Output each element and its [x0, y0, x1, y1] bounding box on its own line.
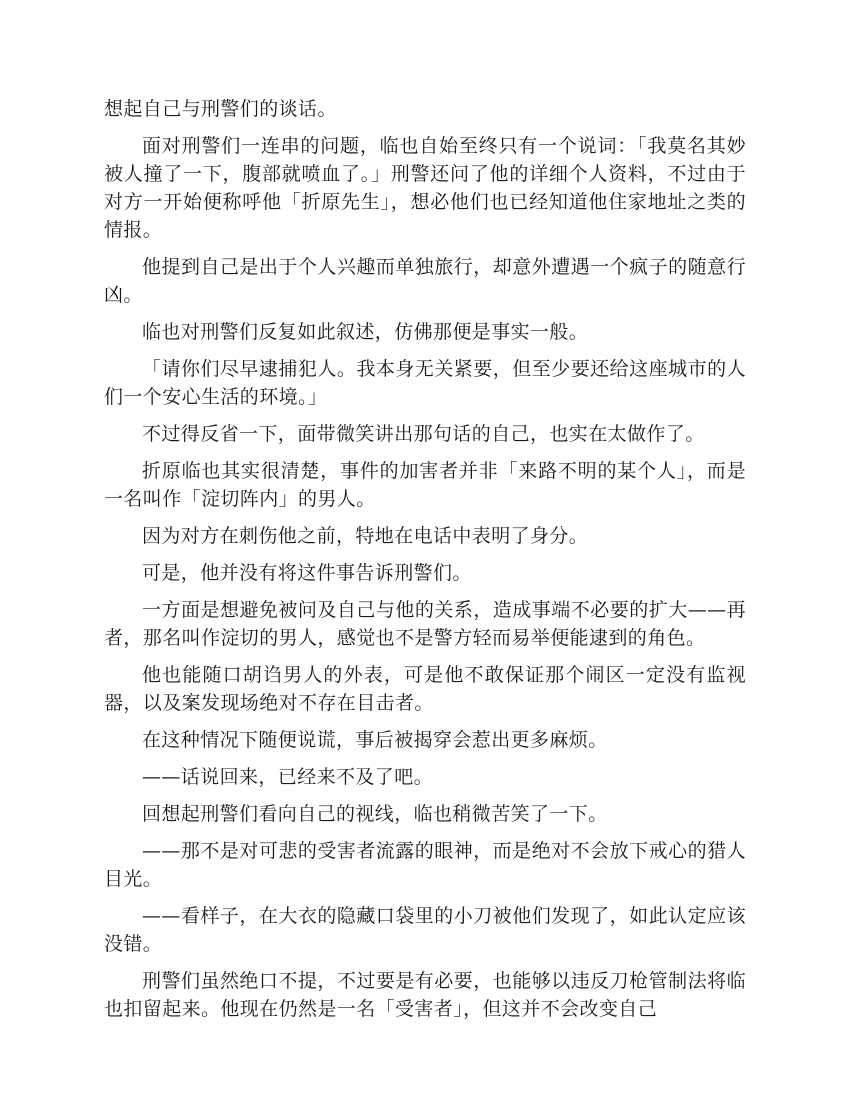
document-page — [104, 95, 746, 1032]
paragraph: 因为对方在刺伤他之前，特地在电话中表明了身分。 — [142, 525, 589, 547]
paragraph: ——那不是对可悲的受害者流露的眼神，而是绝对不会放下戒心的猎人目光。 — [104, 840, 746, 890]
paragraph: 不过得反省一下，面带微笑讲出那句话的自己，也实在太做作了。 — [142, 423, 705, 445]
paragraph: 可是，他并没有将这件事告诉刑警们。 — [142, 562, 472, 584]
paragraph: 回想起刑警们看向自己的视线，临也稍微苦笑了一下。 — [142, 803, 608, 825]
paragraph: 他提到自己是出于个人兴趣而单独旅行，却意外遭遇一个疯子的随意行凶。 — [104, 256, 746, 306]
paragraph: 想起自己与刑警们的谈话。 — [104, 98, 337, 120]
paragraph: 刑警们虽然绝口不提，不过要是有必要，也能够以违反刀枪管制法将临也扣留起来。他现在仍然是一名「受害者」，但这并不会改变自己 — [104, 970, 746, 1020]
paragraph: 一方面是想避免被问及自己与他的关系，造成事端不必要的扩大——再者，那名叫作淀切的男人，感觉也不是警方轻而易举便能逮到的角色。 — [104, 599, 746, 649]
paragraph: 临也对刑警们反复如此叙述，仿佛那便是事实一般。 — [142, 321, 589, 343]
paragraph: 「请你们尽早逮捕犯人。我本身无关紧要，但至少要还给这座城市的人们一个安心生活的环境。」 — [104, 358, 746, 408]
paragraph: 在这种情况下随便说谎，事后被揭穿会惹出更多麻烦。 — [142, 729, 608, 751]
paragraph: 面对刑警们一连串的问题，临也自始至终只有一个说词：「我莫名其妙被人撞了一下，腹部就喷血了。」刑警还问了他的详细个人资料，不过由于对方一开始便称呼他「折原先生」，想必他们也已经知道他住家地址之类的情报。 — [104, 135, 746, 241]
paragraph: ——话说回来，已经来不及了吧。 — [142, 766, 434, 788]
paragraph: 他也能随口胡诌男人的外表，可是他不敢保证那个闹区一定没有监视器，以及案发现场绝对不存在目击者。 — [104, 664, 746, 714]
paragraph: 折原临也其实很清楚，事件的加害者并非「来路不明的某个人」，而是一名叫作「淀切阵内」的男人。 — [104, 460, 746, 510]
paragraph: ——看样子，在大衣的隐藏口袋里的小刀被他们发现了，如此认定应该没错。 — [104, 905, 746, 955]
